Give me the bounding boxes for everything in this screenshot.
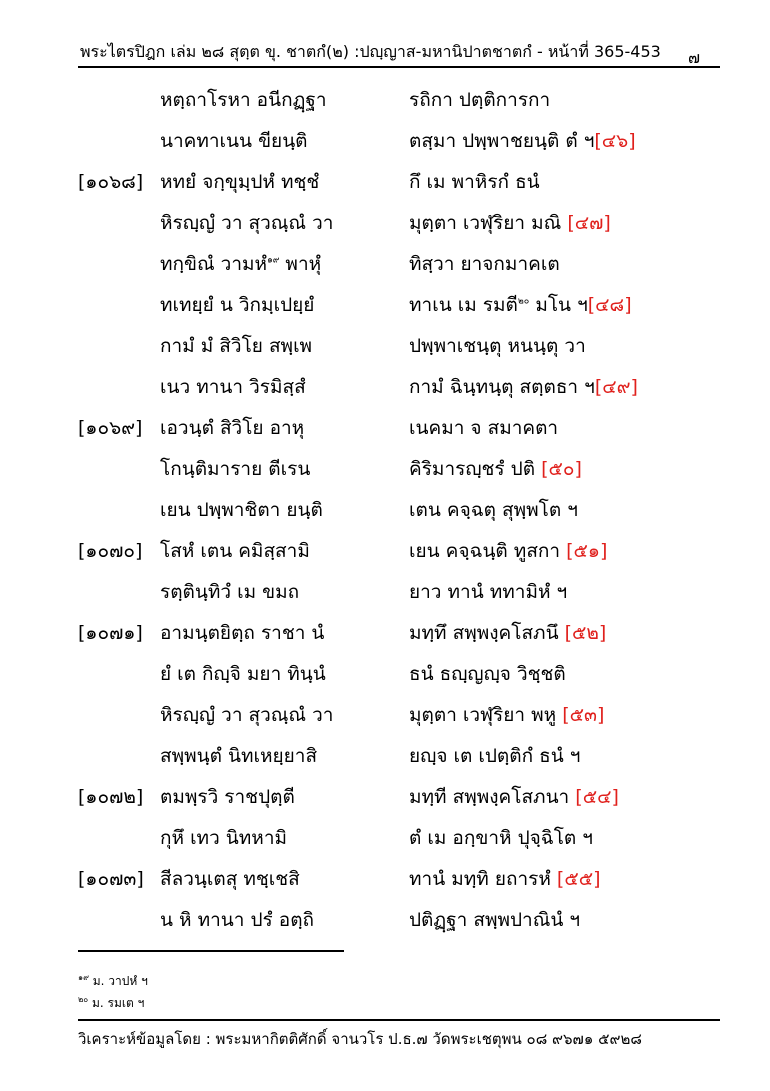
verse-line-first (160, 287, 314, 323)
verse-text: หิรญฺญํ วา สุวณฺณํ วา (160, 212, 334, 234)
verse-text: ยาว ทานํ ททามิหํ ฯ (409, 581, 568, 603)
footnote-list (78, 970, 148, 1014)
verse-text: ยญฺจ เต เปตฺติกํ ธนํ ฯ (409, 745, 581, 767)
verse-text: เนคมา จ สมาคตา (409, 417, 559, 439)
verse-reference: [๕๓] (562, 704, 605, 726)
footnote-text: ม. วาปหํ ฯ (88, 974, 148, 988)
verse-text-tail: พาหุํ (279, 253, 322, 275)
verse-text: เยน ปพฺพาชิตา ยนฺติ (160, 499, 323, 521)
verse-line-second (409, 369, 638, 405)
verse-line-first (160, 328, 312, 364)
verse-row (78, 697, 720, 738)
verse-reference: [๔๙] (594, 376, 638, 398)
footer-text: วิเคราะห์ข้อมูลโดย : พระมหากิตติศักดิ์ จานวโร ป.ธ.๗ วัดพระเชตุพน ๐๘ ๙๖๗๑ ๕๙๒๘ (78, 1030, 642, 1048)
verse-reference: [๕๒] (564, 622, 607, 644)
footnote (78, 992, 148, 1014)
verse-text: น หิ ทานา ปรํ อตฺถิ (160, 909, 315, 931)
verse-row (78, 574, 720, 615)
page-footer (78, 1019, 720, 1051)
verse-row (78, 246, 720, 287)
verse-text: ทานํ มทฺทิ ยถารหํ (409, 868, 557, 890)
verse-line-second (409, 492, 578, 528)
verse-text: เอวนฺตํ สิวิโย อาหุ (160, 417, 305, 439)
verse-line-second (409, 738, 580, 774)
verse-text: คิริมารญฺชรํ ปติ (409, 458, 542, 480)
verse-line-second (409, 902, 580, 938)
verse-line-second (409, 451, 582, 487)
verse-text: เตน คจฺฉตุ สุพฺพโต ฯ (409, 499, 578, 521)
verse-text: มุตฺตา เวฬุริยา พหู (409, 704, 563, 726)
verse-text: กุหึ เทว นิทหามิ (160, 827, 288, 849)
verse-text: อามนฺตยิตฺถ ราชา นํ (160, 622, 325, 644)
footnote-mark: ๒๐ (78, 995, 89, 1004)
footnote-mark: ๑๙ (78, 973, 89, 982)
verse-text: เนว ทานา วิรมิสฺสํ (160, 376, 306, 398)
verse-row (78, 861, 720, 902)
verse-row (78, 82, 720, 123)
verse-line-first (160, 123, 308, 159)
verse-reference: [๕๔] (575, 786, 619, 808)
verse-line-second (409, 410, 558, 446)
verse-line-first (160, 451, 310, 487)
verse-text: หิรญฺญํ วา สุวณฺณํ วา (160, 704, 334, 726)
verse-line-first (160, 656, 326, 692)
verse-number: [๑๐๖๘] (78, 171, 144, 193)
verse-text: ทกฺขิณํ วามหํ (160, 253, 268, 275)
verse-text: ตสฺมา ปพฺพาชยนฺติ ตํ ฯ (409, 130, 595, 152)
verse-line-first (160, 410, 304, 446)
verse-line-first (160, 697, 333, 733)
verse-line-second (409, 779, 619, 815)
verse-text: นาคทาเนน ขียนฺติ (160, 130, 308, 152)
verse-line-second (409, 615, 606, 651)
verse-line-second (409, 574, 567, 610)
verse-row (78, 451, 720, 492)
footnote (78, 970, 148, 992)
page-number: ๗ (687, 48, 700, 67)
verse-text: ตํ เม อกฺขาหิ ปุจฺฉิโต ฯ (409, 827, 593, 849)
header-title: พระไตรปิฎก เล่ม ๒๘ สุตฺต ขุ. ชาตกํ(๒) :ปญฺญาส-มหานิปาตชาตกํ - หน้าที่ 365-453 (80, 42, 661, 61)
verse-reference: [๕๑] (566, 540, 608, 562)
verse-line-second (409, 328, 586, 364)
verse-row (78, 410, 720, 451)
verse-row (78, 123, 720, 164)
verse-line-second (409, 287, 632, 323)
verse-reference: [๔๗] (567, 212, 611, 234)
verse-text: หตฺถาโรหา อนีกฏฺฐา (160, 89, 327, 111)
verse-reference: [๔๘] (587, 294, 632, 316)
verse-line-first (160, 902, 314, 938)
verse-line-first (160, 369, 306, 405)
verse-line-second (409, 205, 611, 241)
verse-row (78, 369, 720, 410)
verse-line-first (160, 574, 299, 610)
verse-line-first (160, 820, 287, 856)
verse-row (78, 820, 720, 861)
verse-text: ตมพฺรวิ ราชปุตฺตี (160, 786, 295, 808)
verse-text: เยน คจฺฉนฺติ ทูสกา (409, 540, 567, 562)
verse-line-second (409, 861, 601, 897)
verse-line-first (160, 861, 300, 897)
verse-text: รถิกา ปตฺติการกา (409, 89, 551, 111)
verse-text: มทฺทึ สพฺพงฺคโสภนึ (409, 622, 565, 644)
footnote-marker: ๑๙ (267, 255, 280, 266)
verse-text: ทาเน เม รมตี (409, 294, 518, 316)
verse-text: กามํ ฉินฺทนฺตุ สตฺตธา ฯ (409, 376, 595, 398)
footnote-marker: ๒๐ (517, 296, 530, 307)
verse-row (78, 902, 720, 943)
verse-number: [๑๐๗๑] (78, 622, 143, 644)
verse-text: ปพฺพาเชนฺตุ หนนฺตุ วา (409, 335, 586, 357)
verse-text: ปติฏฺฐา สพฺพปาณินํ ฯ (409, 909, 581, 931)
verse-text: ยํ เต กิญฺจิ มยา ทินฺนํ (160, 663, 326, 685)
verse-text: มทฺที สพฺพงฺคโสภนา (409, 786, 576, 808)
verse-row (78, 492, 720, 533)
verse-line-second (409, 533, 607, 569)
verse-line-second (409, 82, 550, 118)
verse-text: ทิสฺวา ยาจกมาคเต (409, 253, 560, 275)
verse-line-first (160, 492, 323, 528)
verse-row (78, 164, 720, 205)
verse-line-second (409, 820, 593, 856)
verse-text: ทเทยฺยํ น วิกมฺเปยฺยํ (160, 294, 315, 316)
verse-reference: [๕๐] (541, 458, 582, 480)
verse-line-first (160, 779, 295, 815)
verse-list (78, 82, 720, 943)
verse-number: [๑๐๗๒] (78, 786, 144, 808)
verse-line-first (160, 738, 317, 774)
verse-row (78, 779, 720, 820)
verse-text: รตฺตินฺทิวํ เม ขมถ (160, 581, 300, 603)
verse-row (78, 615, 720, 656)
verse-text: กึ เม พาหิรกํ ธนํ (409, 171, 540, 193)
verse-line-first (160, 205, 333, 241)
verse-number: [๑๐๗๐] (78, 540, 143, 562)
verse-number: [๑๐๖๙] (78, 417, 143, 439)
page-header (78, 38, 720, 68)
verse-text: หทยํ จกฺขุมฺปหํ ทชฺชํ (160, 171, 320, 193)
verse-row (78, 287, 720, 328)
verse-text: สีลวนฺเตสุ ทชฺเชสิ (160, 868, 300, 890)
verse-line-second (409, 697, 604, 733)
verse-line-second (409, 123, 636, 159)
verse-row (78, 738, 720, 779)
verse-line-first (160, 82, 327, 118)
footnote-divider (78, 950, 344, 952)
verse-text: มุตฺตา เวฬุริยา มณิ (409, 212, 568, 234)
verse-row (78, 328, 720, 369)
verse-row (78, 656, 720, 697)
verse-row (78, 533, 720, 574)
verse-reference: [๕๕] (556, 868, 601, 890)
verse-line-second (409, 656, 566, 692)
verse-text: กามํ มํ สิวิโย สพฺเพ (160, 335, 313, 357)
verse-line-first (160, 533, 310, 569)
verse-line-second (409, 164, 540, 200)
footnote-text: ม. รมเต ฯ (88, 996, 145, 1010)
verse-text: โสหํ เตน คมิสฺสามิ (160, 540, 310, 562)
verse-text: สพฺพนฺตํ นิทเหยฺยาสิ (160, 745, 318, 767)
verse-reference: [๔๖] (594, 130, 636, 152)
verse-text-tail: มโน ฯ (529, 294, 588, 316)
verse-number: [๑๐๗๓] (78, 868, 144, 890)
verse-line-first (160, 164, 319, 200)
verse-line-first (160, 246, 321, 282)
verse-text: โกนฺติมาราย ตีเรน (160, 458, 311, 480)
verse-text: ธนํ ธญฺญญฺจ วิชฺชติ (409, 663, 566, 685)
verse-line-first (160, 615, 324, 651)
verse-line-second (409, 246, 560, 282)
verse-row (78, 205, 720, 246)
